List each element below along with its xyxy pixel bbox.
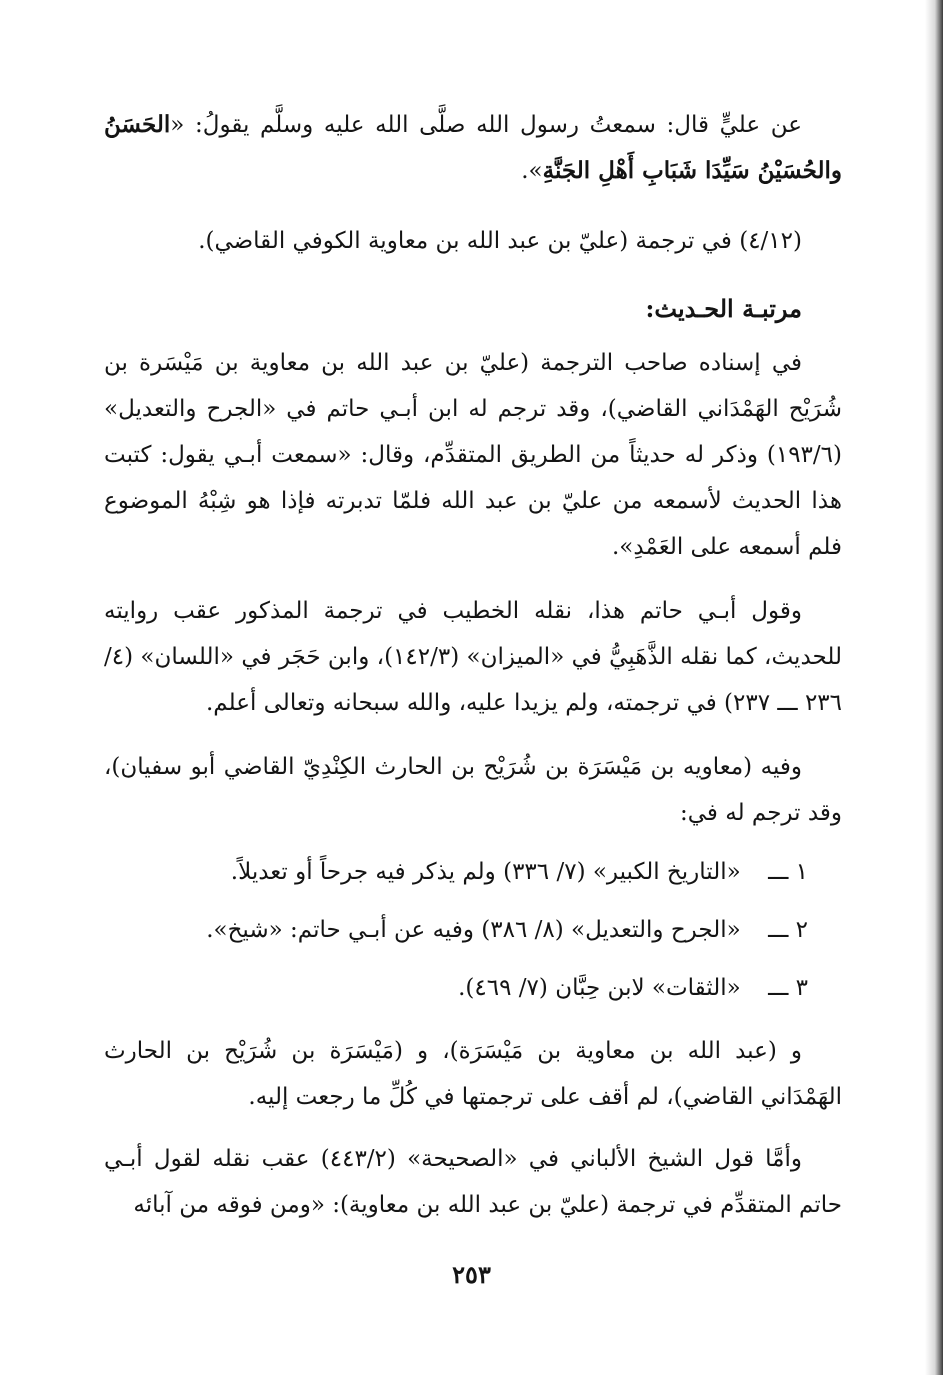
list-item-text: «الجرح والتعديل» (٨/ ٣٨٦) وفيه عن أبـي حاتم: «شيخ». <box>206 917 741 943</box>
paragraph-muawiya: وفيه (معاويه بن مَيْسَرَة بن شُرَيْح بن الحارث الكِنْدِيّ القاضي أبو سفيان)، وقد ترجم له في: <box>104 754 842 826</box>
list-item-number: ٢ ـــ <box>768 917 808 943</box>
scan-edge-shadow <box>925 0 943 1375</box>
list-item-number: ١ ـــ <box>768 859 808 885</box>
hadith-close: ». <box>521 158 543 184</box>
list-item <box>148 910 808 968</box>
paragraph-albani: وأمَّا قول الشيخ الألباني في «الصحيحة» (٤٤٣/٢) عقب نقله لقول أبـي حاتم المتقدِّم في ترجمة (عليّ بن عبد الله بن معاوية): «ومن فوقه من آبائه <box>104 1146 842 1218</box>
paragraph-isnad: في إسناده صاحب الترجمة (عليّ بن عبد الله بن معاوية بن مَيْسَرة بن شُرَيْح الهَمْدَاني القاضي)، وقد ترجم له ابن أبـي حاتم في «الجرح والتعديل» (١٩٣/٦) وذكر له حديثاً من الطريق المتقدِّم، وقال: «سمعت أبـي يقول: كتبت هذا الحديث لأسمعه من عليّ بن عبد الله فلمّا تدبرته فإذا هو شِبْهُ الموضوع فلم أسمعه على العَمْدِ». <box>104 350 843 560</box>
list-item <box>148 968 808 1026</box>
reference-list <box>148 852 808 1026</box>
list-item <box>148 852 808 910</box>
paragraph-hadith <box>104 102 842 194</box>
hadith-text: الحَسَنُ والحُسَيْنُ سَيِّدَا شَبَابِ أَهْلِ الجَنَّةِ <box>104 111 842 184</box>
list-item-text: «الثقات» لابن حِبَّان (٧/ ٤٦٩). <box>458 975 741 1001</box>
page-number: ٢٥٣ <box>452 1260 491 1289</box>
paragraph-source: (٤/١٢) في ترجمة (عليّ بن عبد الله بن معاوية الكوفي القاضي). <box>198 228 802 254</box>
paragraph-abi-hatim: وقول أبـي حاتم هذا، نقله الخطيب في ترجمة المذكور عقب روايته للحديث، كما نقله الذَّهَبِيُّ في «الميزان» (١٤٢/٣)، وابن حَجَر في «اللسان» (٤/ ٢٣٦ ـــ ٢٣٧) في ترجمته، ولم يزيدا عليه، والله سبحانه وتعالى أعلم. <box>104 598 842 716</box>
list-item-text: «التاريخ الكبير» (٧/ ٣٣٦) ولم يذكر فيه جرحاً أو تعديلاً. <box>230 859 741 885</box>
section-heading: مرتبـة الحـديث: <box>645 294 802 323</box>
paragraph-unknown-narrators: و (عبد الله بن معاوية بن مَيْسَرَة)، و (مَيْسَرَة بن شُرَيْح بن الحارث الهَمْدَاني القاضي)، لم أقف على ترجمتها في كُلِّ ما رجعت إليه. <box>104 1038 842 1110</box>
list-item-number: ٣ ـــ <box>768 975 808 1001</box>
hadith-intro: عن عليٍّ قال: سمعتُ رسول الله صلَّى الله عليه وسلَّم يقولُ: « <box>170 112 802 138</box>
